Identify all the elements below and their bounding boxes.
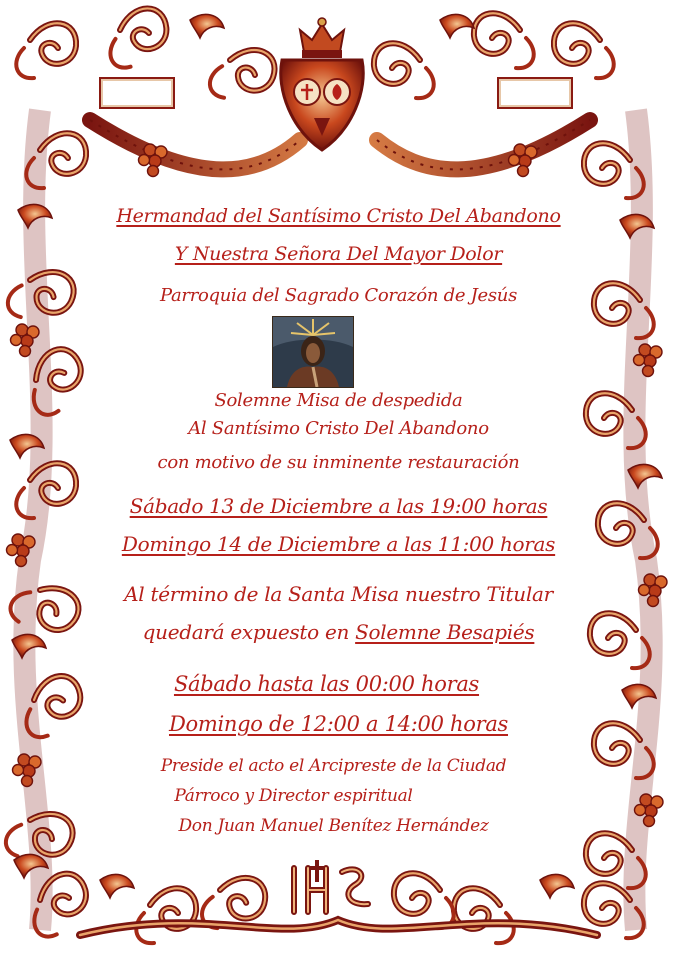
brotherhood-name: Hermandad del Santísimo Cristo Del Abandono [116, 205, 561, 227]
presider-role: Preside el acto el Arcipreste de la Ciudad [160, 756, 507, 776]
besapies-exposition [0, 620, 677, 644]
mass-reason: con motivo de su inminente restauración [157, 452, 520, 473]
besapies-emphasis: Solemne Besapiés [355, 620, 535, 644]
sunday-mass-date: Domingo 14 de Diciembre a las 11:00 horas [121, 532, 556, 556]
sunday-besapies-hours: Domingo de 12:00 a 14:00 horas [168, 712, 509, 736]
saturday-besapies-hours: Sábado hasta las 00:00 horas [173, 672, 480, 696]
presider-name: Don Juan Manuel Benítez Hernández [178, 816, 489, 836]
besapies-announcement: Al término de la Santa Misa nuestro Titular [124, 582, 553, 606]
top-right-cartouche [497, 77, 573, 109]
besapies-prefix: quedará expuesto en [142, 620, 356, 644]
mass-dedication: Al Santísimo Cristo Del Abandono [188, 418, 489, 439]
mass-title: Solemne Misa de despedida [214, 390, 463, 411]
christ-portrait [272, 316, 354, 388]
coat-of-arms-icon [281, 18, 363, 150]
top-left-cartouche [99, 77, 175, 109]
saturday-mass-date: Sábado 13 de Diciembre a las 19:00 horas [129, 494, 548, 518]
parish-name: Parroquia del Sagrado Corazón de Jesús [159, 285, 518, 306]
left-border [1, 110, 95, 930]
presider-position: Párroco y Director espiritual [174, 786, 413, 806]
bottom-border [21, 868, 643, 943]
virgin-title: Y Nuestra Señora Del Mayor Dolor [174, 243, 503, 265]
ihs-monogram-icon [294, 860, 368, 912]
right-border [584, 110, 667, 930]
